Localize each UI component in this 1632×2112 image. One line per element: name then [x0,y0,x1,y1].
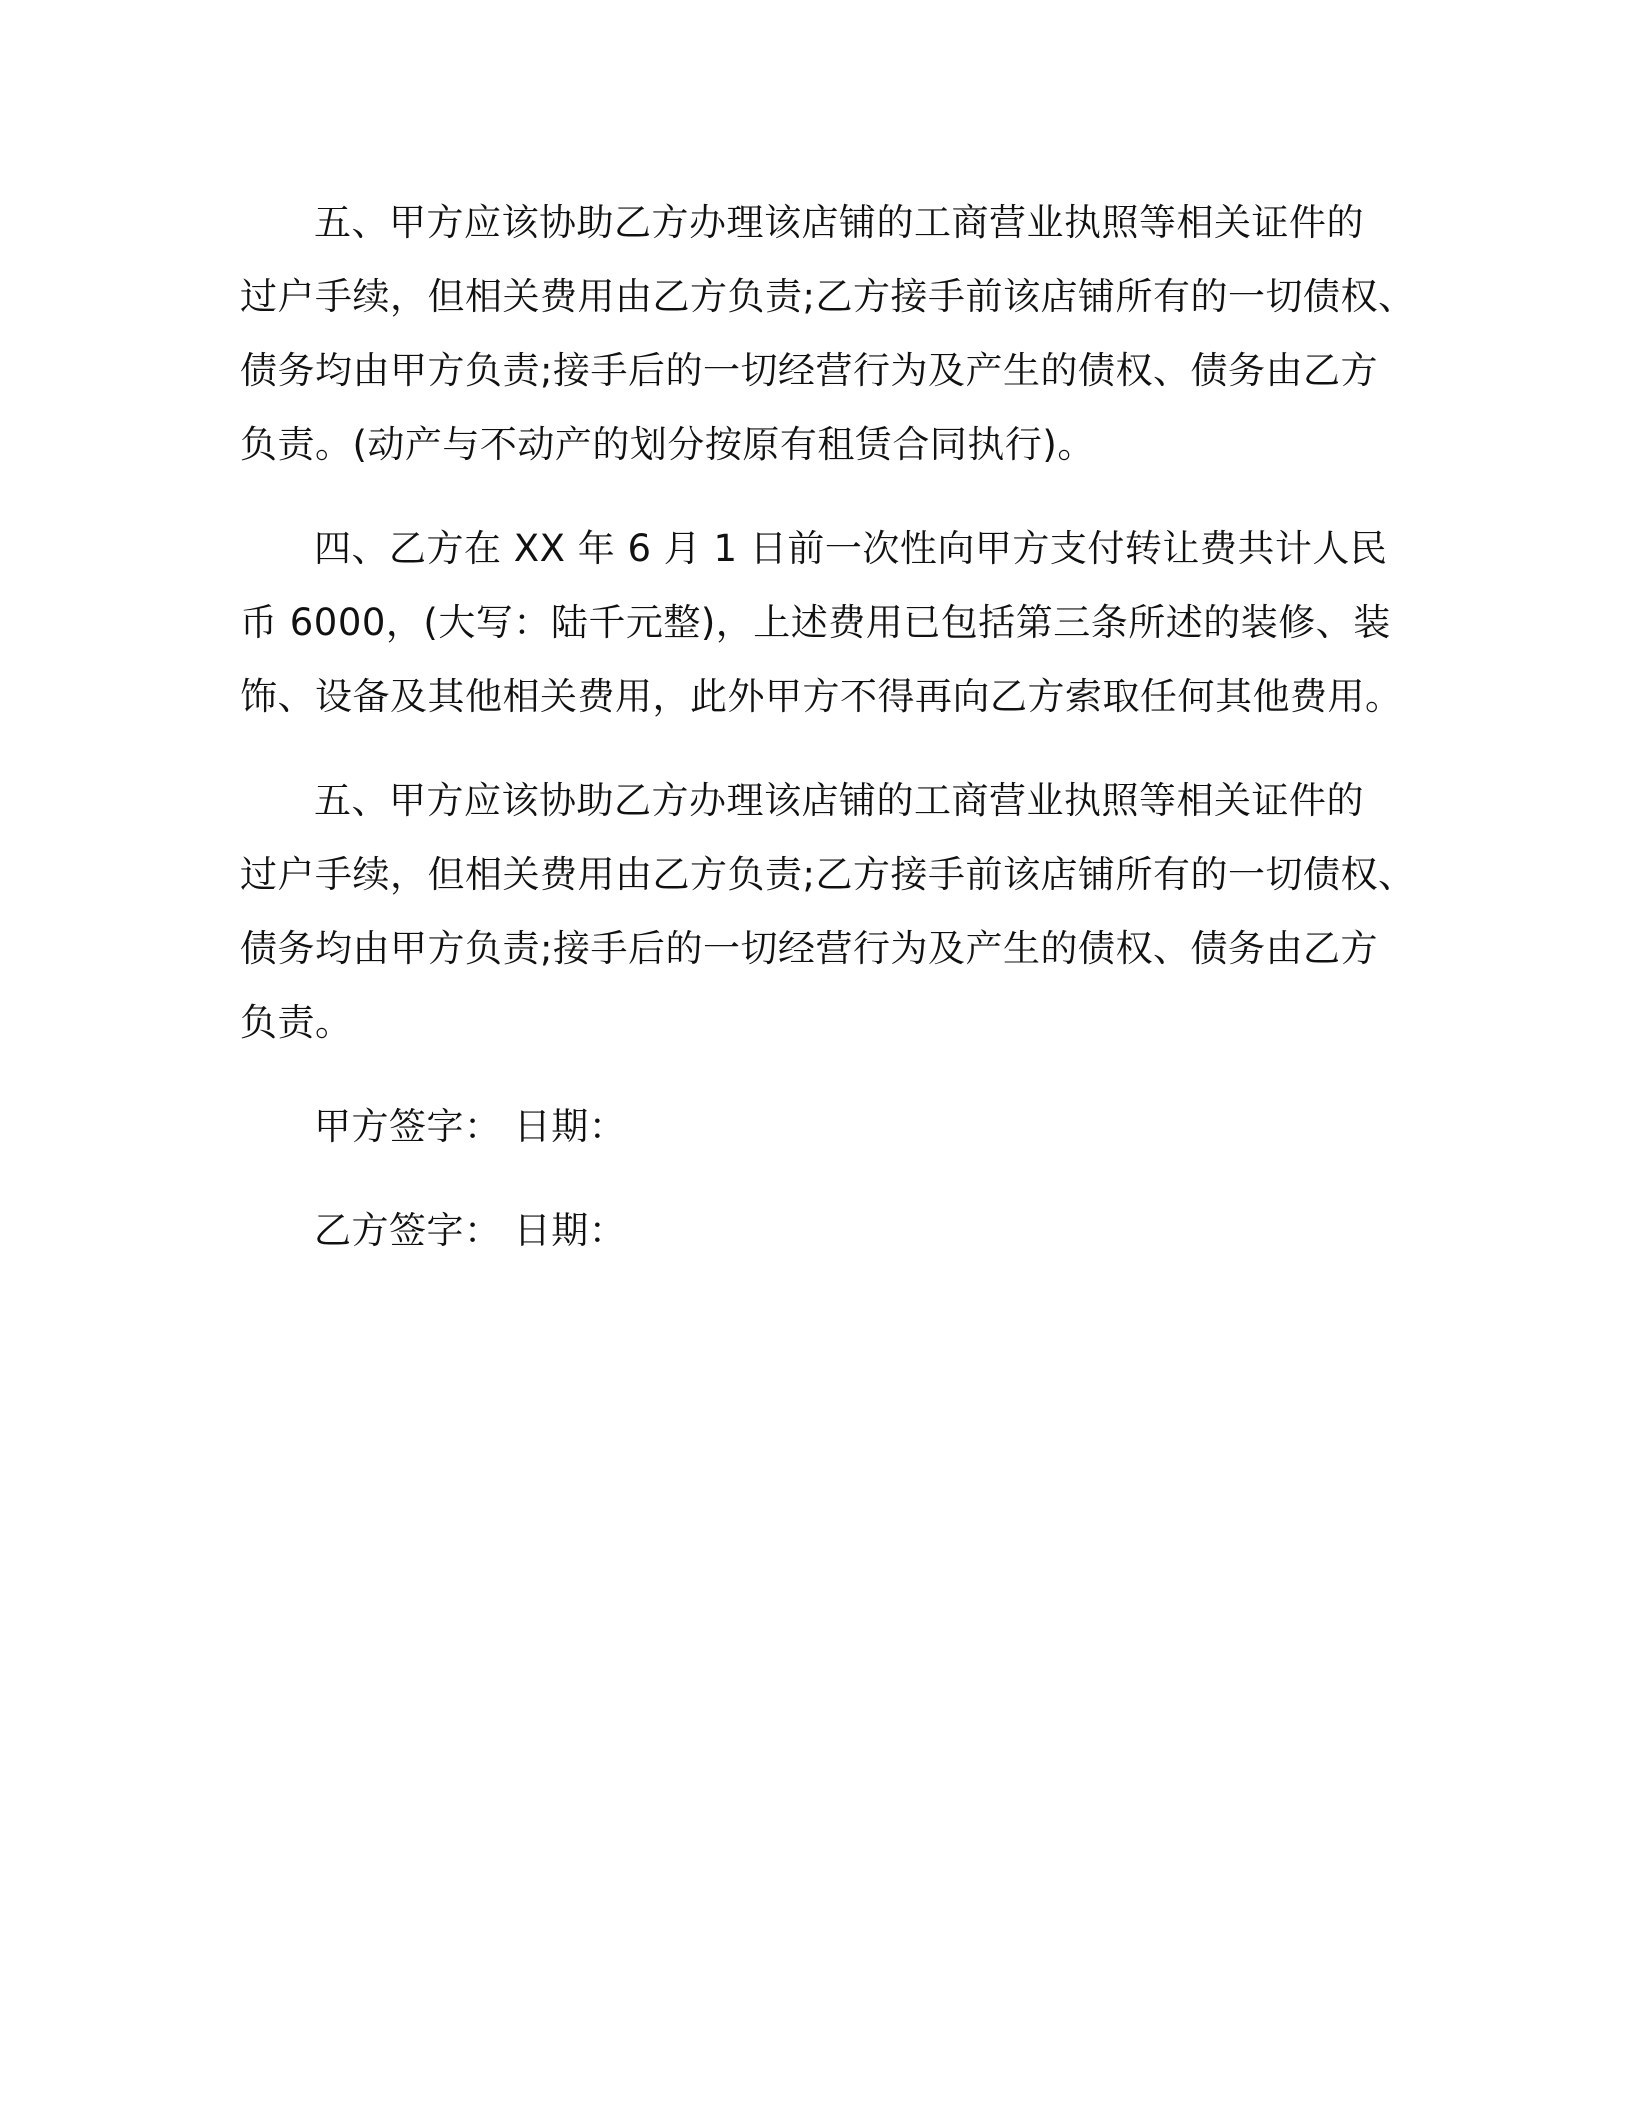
clause-line: 负责。(动产与不动产的划分按原有租赁合同执行)。 [240,423,1095,466]
clause-line: 过户手续，但相关费用由乙方负责;乙方接手前该店铺所有的一切债权、 [240,853,1416,896]
clause-line: 币 6000，(大写：陆千元整)，上述费用已包括第三条所述的装修、装 [240,601,1391,644]
clause-four [240,512,1403,734]
clause-line: 四、乙方在 XX 年 6 月 1 日前一次性向甲方支付转让费共计人民 [314,527,1388,570]
clause-line: 负责。 [240,1001,353,1044]
party-a-signature-line: 甲方签字： 日期： [314,1105,627,1148]
clause-line: 饰、设备及其他相关费用，此外甲方不得再向乙方索取任何其他费用。 [240,675,1403,718]
clause-five-first [240,186,1416,482]
clause-line: 五、甲方应该协助乙方办理该店铺的工商营业执照等相关证件的 [314,201,1364,244]
clause-five-second [240,764,1416,1060]
party-b-signature-line: 乙方签字： 日期： [314,1209,627,1252]
clause-line: 五、甲方应该协助乙方办理该店铺的工商营业执照等相关证件的 [314,779,1364,822]
clause-line: 债务均由甲方负责;接手后的一切经营行为及产生的债权、债务由乙方 [240,927,1378,970]
document-body [240,186,1416,1268]
clause-line: 债务均由甲方负责;接手后的一切经营行为及产生的债权、债务由乙方 [240,349,1378,392]
clause-line: 过户手续，但相关费用由乙方负责;乙方接手前该店铺所有的一切债权、 [240,275,1416,318]
spacer [240,1164,1390,1194]
